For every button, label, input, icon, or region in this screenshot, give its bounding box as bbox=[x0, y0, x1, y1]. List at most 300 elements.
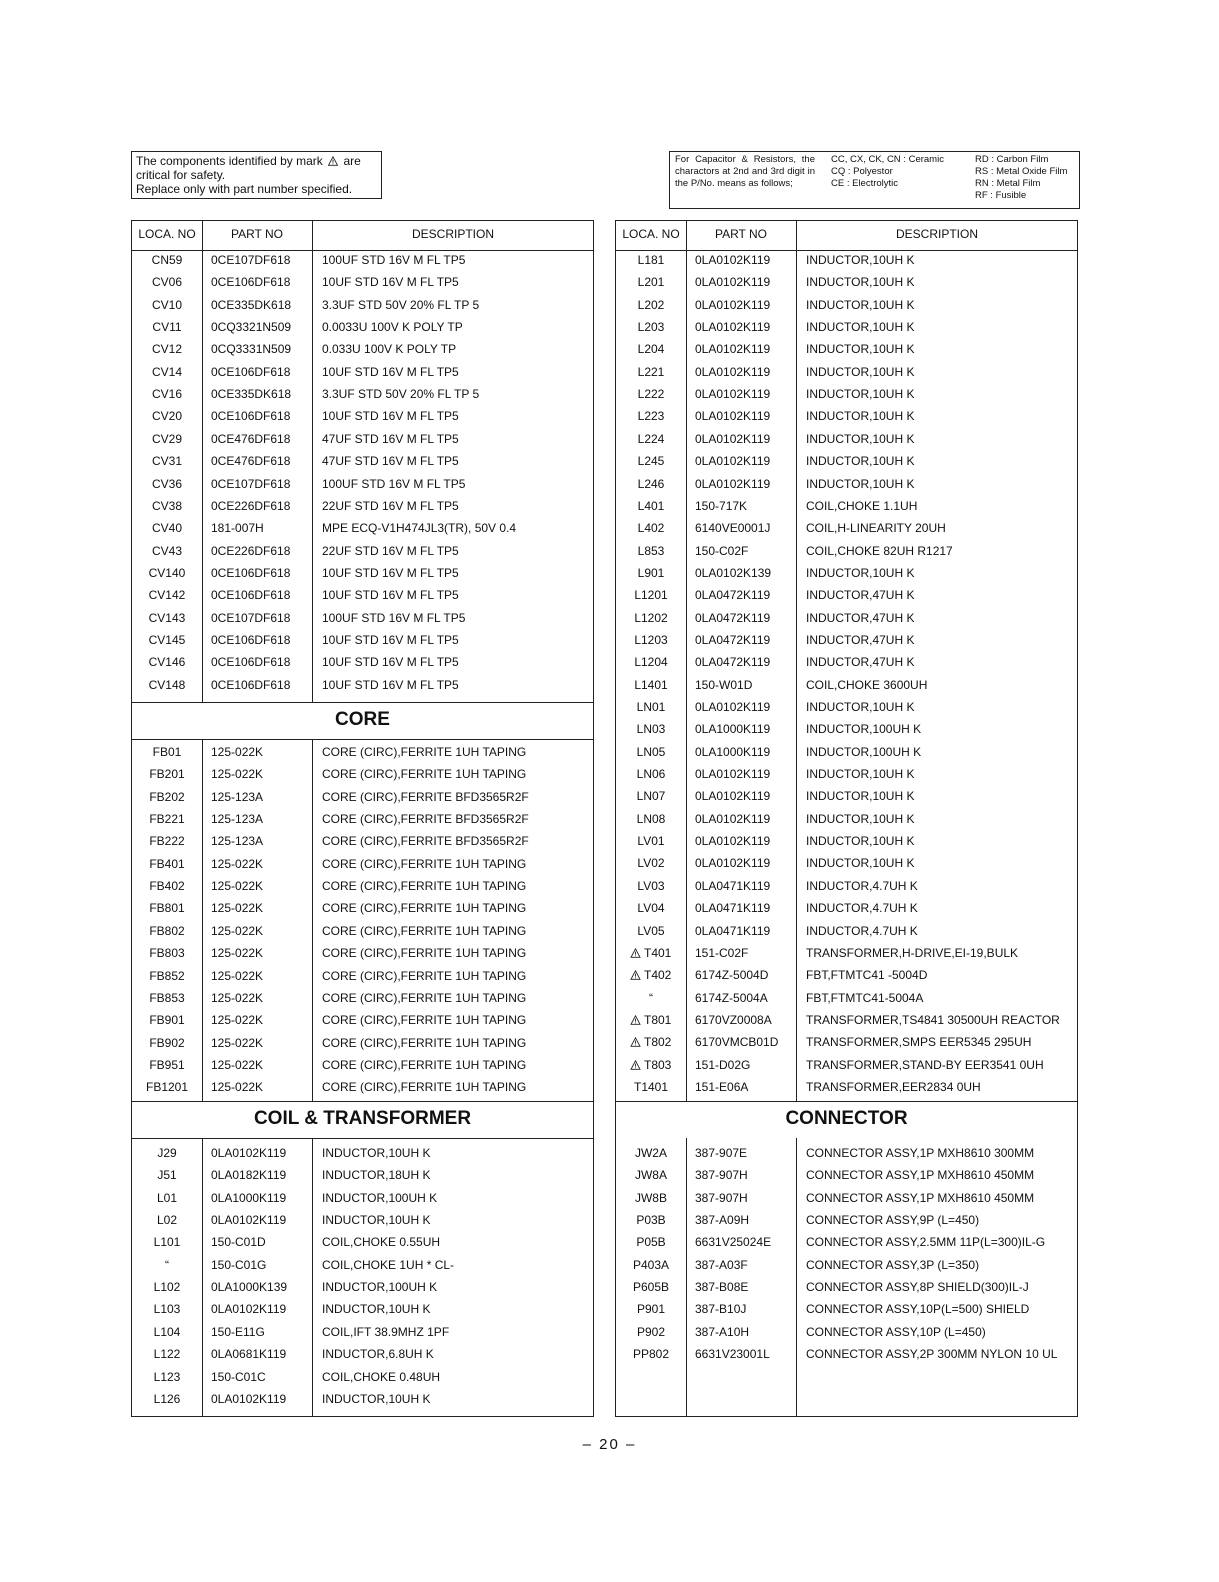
part-no-cell: 387-B08E bbox=[695, 1280, 749, 1295]
table-row bbox=[132, 517, 593, 539]
table-row bbox=[132, 651, 593, 673]
table-row bbox=[616, 383, 1077, 405]
description-cell: INDUCTOR,10UH K bbox=[806, 253, 915, 267]
part-no-cell: 0CE476DF618 bbox=[211, 431, 291, 446]
table-row bbox=[616, 473, 1077, 495]
table-row bbox=[132, 674, 593, 696]
description-cell: CORE (CIRC),FERRITE 1UH TAPING bbox=[322, 856, 527, 871]
loca-no-cell: CV145 bbox=[148, 632, 186, 647]
description-cell: TRANSFORMER,TS4841 30500UH REACTOR bbox=[806, 1012, 1060, 1027]
loca-no-cell: FB801 bbox=[149, 901, 185, 916]
loca-no-cell: LN05 bbox=[636, 744, 666, 759]
table-row bbox=[132, 361, 593, 383]
part-no-cell: 0LA0102K119 bbox=[211, 1391, 287, 1406]
table-row bbox=[132, 1276, 593, 1298]
description-cell: CORE (CIRC),FERRITE 1UH TAPING bbox=[322, 1080, 527, 1095]
part-no-cell: 0LA1000K139 bbox=[211, 1280, 288, 1295]
table-row bbox=[132, 1321, 593, 1343]
loca-no-cell: LV03 bbox=[637, 878, 665, 893]
part-no-cell: 0LA0102K119 bbox=[695, 789, 771, 804]
part-no-cell: 0CE335DK618 bbox=[211, 297, 292, 312]
loca-no-cell: LN08 bbox=[636, 811, 666, 826]
table-row bbox=[132, 1187, 593, 1209]
description-cell: 100UF STD 16V M FL TP5 bbox=[322, 476, 466, 491]
legend-item: CE : Electrolytic bbox=[831, 178, 899, 189]
loca-no-cell: P05B bbox=[636, 1235, 666, 1250]
table-row bbox=[616, 562, 1077, 584]
part-no-cell: 125-022K bbox=[211, 1035, 264, 1050]
description-cell: CONNECTOR ASSY,1P MXH8610 450MM bbox=[806, 1190, 1035, 1205]
loca-no-cell: FB803 bbox=[149, 946, 185, 961]
description-cell: INDUCTOR,18UH K bbox=[322, 1168, 431, 1183]
part-no-cell: 150-C02F bbox=[695, 543, 749, 558]
part-no-cell: 125-022K bbox=[211, 856, 264, 871]
part-no-cell: 0LA0102K119 bbox=[695, 342, 771, 357]
loca-no-cell: CV06 bbox=[151, 275, 183, 290]
part-no-cell: 387-907H bbox=[695, 1190, 748, 1205]
table-row bbox=[132, 1209, 593, 1231]
description-cell: CORE (CIRC),FERRITE 1UH TAPING bbox=[322, 946, 527, 961]
table-row bbox=[616, 852, 1077, 874]
part-no-cell: 0LA0471K119 bbox=[695, 878, 771, 893]
loca-no-cell: CV142 bbox=[148, 588, 186, 603]
legend-item: RF : Fusible bbox=[975, 190, 1027, 201]
part-no-cell: 150-C01G bbox=[211, 1257, 267, 1272]
description-cell: INDUCTOR,100UH K bbox=[322, 1190, 438, 1205]
description-cell: INDUCTOR,10UH K bbox=[806, 454, 915, 469]
table-row bbox=[132, 1032, 593, 1054]
part-no-cell: 0CE106DF618 bbox=[211, 409, 291, 424]
loca-no-cell: J51 bbox=[157, 1168, 177, 1183]
loca-no-cell: FB802 bbox=[149, 923, 185, 938]
section-heading-connector: CONNECTOR bbox=[616, 1101, 1077, 1138]
loca-no-cell: L222 bbox=[637, 387, 665, 402]
safety-line-1 bbox=[136, 154, 381, 168]
part-no-cell: 125-022K bbox=[211, 923, 264, 938]
part-no-cell: 150-W01D bbox=[695, 677, 753, 692]
part-no-cell: 0CE106DF618 bbox=[211, 364, 291, 379]
part-no-cell: 0LA0182K119 bbox=[211, 1168, 287, 1183]
loca-no-cell: CV143 bbox=[148, 610, 186, 625]
description-cell: 0.0033U 100V K POLY TP bbox=[322, 320, 463, 335]
table-row bbox=[132, 428, 593, 450]
table-row bbox=[616, 338, 1077, 360]
table-row bbox=[132, 562, 593, 584]
description-cell: INDUCTOR,47UH K bbox=[806, 632, 915, 647]
loca-no-cell: L104 bbox=[153, 1324, 181, 1339]
table-row bbox=[132, 1054, 593, 1076]
loca-no-cell: CV40 bbox=[151, 521, 183, 536]
table-row bbox=[132, 629, 593, 651]
loca-no-cell: CV36 bbox=[151, 476, 183, 491]
loca-no-cell: L01 bbox=[156, 1190, 178, 1205]
table-row bbox=[616, 875, 1077, 897]
loca-no-cell: CV29 bbox=[151, 431, 183, 446]
part-no-cell: 0LA0102K139 bbox=[695, 565, 772, 580]
table-row bbox=[616, 741, 1077, 763]
description-cell: CORE (CIRC),FERRITE 1UH TAPING bbox=[322, 1035, 527, 1050]
part-no-cell: 387-A03F bbox=[695, 1257, 748, 1272]
loca-no-cell: CV12 bbox=[151, 342, 183, 357]
part-no-cell: 125-022K bbox=[211, 1057, 264, 1072]
table-row bbox=[132, 741, 593, 763]
loca-no-cell: CV38 bbox=[151, 498, 183, 513]
description-cell: CORE (CIRC),FERRITE 1UH TAPING bbox=[322, 1013, 527, 1028]
description-cell: 47UF STD 16V M FL TP5 bbox=[322, 431, 459, 446]
loca-no-cell: LV04 bbox=[637, 901, 665, 916]
part-no-cell: 0LA0681K119 bbox=[211, 1347, 287, 1362]
part-code-legend bbox=[669, 151, 1080, 209]
description-cell: INDUCTOR,47UH K bbox=[806, 610, 915, 625]
loca-no-cell: L223 bbox=[637, 409, 665, 424]
description-cell: FBT,FTMTC41-5004A bbox=[806, 990, 924, 1005]
table-row bbox=[132, 830, 593, 852]
part-no-cell: 0LA0102K119 bbox=[695, 767, 771, 782]
table-row bbox=[616, 1209, 1077, 1231]
table-row bbox=[132, 294, 593, 316]
part-no-cell: 0CE106DF618 bbox=[211, 677, 291, 692]
part-no-cell: 0LA0472K119 bbox=[695, 610, 771, 625]
part-no-cell: 0CE476DF618 bbox=[211, 454, 291, 469]
table-row bbox=[616, 942, 1077, 964]
description-cell: INDUCTOR,10UH K bbox=[806, 811, 915, 826]
part-no-cell: 0LA0471K119 bbox=[695, 901, 771, 916]
description-cell: INDUCTOR,10UH K bbox=[806, 387, 915, 402]
description-cell: CORE (CIRC),FERRITE 1UH TAPING bbox=[322, 745, 527, 759]
description-cell: TRANSFORMER,SMPS EER5345 295UH bbox=[806, 1035, 1032, 1050]
legend-item: RN : Metal Film bbox=[975, 178, 1041, 189]
part-no-cell: 0LA0102K119 bbox=[695, 253, 771, 267]
table-row bbox=[132, 808, 593, 830]
loca-no-cell: FB951 bbox=[149, 1057, 185, 1072]
table-row bbox=[616, 808, 1077, 830]
loca-no-cell: FB853 bbox=[149, 990, 185, 1005]
table-row bbox=[616, 584, 1077, 606]
part-no-cell: 0CE106DF618 bbox=[211, 275, 291, 290]
loca-no-cell: FB201 bbox=[149, 767, 185, 782]
loca-no-cell: L02 bbox=[156, 1213, 178, 1228]
description-cell: CORE (CIRC),FERRITE BFD3565R2F bbox=[322, 834, 529, 849]
header-description: DESCRIPTION bbox=[411, 227, 494, 241]
loca-no-cell: FB402 bbox=[149, 879, 185, 894]
part-no-cell: 125-123A bbox=[211, 834, 264, 849]
part-no-cell: 181-007H bbox=[211, 521, 264, 536]
description-cell: INDUCTOR,10UH K bbox=[806, 275, 915, 290]
description-cell: INDUCTOR,4.7UH K bbox=[806, 923, 918, 938]
legend-item: RD : Carbon Film bbox=[975, 154, 1049, 165]
table-row bbox=[132, 1009, 593, 1031]
loca-no-cell: LV01 bbox=[637, 834, 665, 849]
description-cell: 10UF STD 16V M FL TP5 bbox=[322, 677, 459, 692]
legend-intro: For Capacitor & Resistors, the charactors at 2nd and 3rd digit in the P/No. means as follows; bbox=[675, 154, 815, 189]
loca-no bbox=[630, 1054, 671, 1076]
part-no-cell: 125-022K bbox=[211, 767, 264, 782]
part-no-cell: 0CE106DF618 bbox=[211, 588, 291, 603]
description-cell: INDUCTOR,10UH K bbox=[322, 1391, 431, 1406]
table-row bbox=[616, 405, 1077, 427]
description-cell: INDUCTOR,10UH K bbox=[806, 364, 915, 379]
description-cell: CONNECTOR ASSY,2P 300MM NYLON 10 UL bbox=[806, 1347, 1058, 1362]
description-cell: CONNECTOR ASSY,10P (L=450) bbox=[806, 1324, 986, 1339]
loca-no-cell: L1401 bbox=[634, 677, 668, 692]
loca-no-cell: L202 bbox=[637, 297, 665, 312]
safety-line-1a: The components identified by mark bbox=[136, 154, 323, 168]
part-no-cell: 0LA0102K119 bbox=[695, 834, 771, 849]
description-cell: CORE (CIRC),FERRITE 1UH TAPING bbox=[322, 923, 527, 938]
loca-no-cell: PP802 bbox=[632, 1347, 670, 1362]
part-no-cell: 0LA0472K119 bbox=[695, 655, 771, 670]
loca-no-cell: L123 bbox=[153, 1369, 181, 1384]
description-cell: CONNECTOR ASSY,9P (L=450) bbox=[806, 1213, 980, 1228]
table-row bbox=[132, 540, 593, 562]
table-row bbox=[616, 495, 1077, 517]
description-cell: TRANSFORMER,STAND-BY EER3541 0UH bbox=[806, 1057, 1044, 1072]
loca-no-cell: CV16 bbox=[151, 387, 183, 402]
part-no-cell: 0CE106DF618 bbox=[211, 565, 291, 580]
description-cell: INDUCTOR,47UH K bbox=[806, 588, 915, 603]
description-cell: FBT,FTMTC41 -5004D bbox=[806, 968, 928, 983]
description-cell: INDUCTOR,6.8UH K bbox=[322, 1347, 434, 1362]
warning-triangle-icon bbox=[328, 156, 338, 166]
description-cell: COIL,IFT 38.9MHZ 1PF bbox=[322, 1324, 450, 1339]
table-row bbox=[616, 674, 1077, 696]
parts-table-left bbox=[131, 220, 594, 1417]
loca-no-cell: FB902 bbox=[149, 1035, 185, 1050]
legend-item: RS : Metal Oxide Film bbox=[975, 166, 1068, 177]
part-no-cell: 151-D02G bbox=[695, 1057, 751, 1072]
table-row bbox=[616, 1031, 1077, 1053]
table-row bbox=[132, 1343, 593, 1365]
description-cell: INDUCTOR,4.7UH K bbox=[806, 901, 918, 916]
table-row bbox=[616, 964, 1077, 986]
description-cell: 3.3UF STD 50V 20% FL TP 5 bbox=[322, 387, 480, 402]
warning-triangle-icon bbox=[630, 948, 641, 958]
table-row bbox=[616, 718, 1077, 740]
description-cell: 10UF STD 16V M FL TP5 bbox=[322, 364, 459, 379]
part-no-cell: 0LA0102K119 bbox=[695, 275, 771, 290]
table-row bbox=[132, 338, 593, 360]
loca-no-cell: LN07 bbox=[636, 789, 666, 804]
part-no-cell: 125-123A bbox=[211, 812, 264, 827]
description-cell: INDUCTOR,10UH K bbox=[806, 834, 915, 849]
safety-note bbox=[131, 151, 382, 199]
table-row bbox=[132, 942, 593, 964]
table-row bbox=[616, 607, 1077, 629]
table-row bbox=[616, 1142, 1077, 1164]
table-row bbox=[132, 965, 593, 987]
table-row bbox=[132, 450, 593, 472]
part-no-cell: 0LA1000K119 bbox=[695, 722, 771, 737]
part-no-cell: 0CE106DF618 bbox=[211, 655, 291, 670]
part-no-cell: 0CE335DK618 bbox=[211, 387, 292, 402]
table-row bbox=[132, 249, 593, 271]
description-cell: 100UF STD 16V M FL TP5 bbox=[322, 610, 466, 625]
description-cell: INDUCTOR,10UH K bbox=[322, 1146, 431, 1160]
table-row bbox=[132, 1254, 593, 1276]
part-no-cell: 0LA0102K119 bbox=[695, 700, 771, 714]
loca-no-cell: CV43 bbox=[151, 543, 183, 558]
part-no-cell: 0CE107DF618 bbox=[211, 610, 291, 625]
table-row bbox=[616, 763, 1077, 785]
description-cell: CORE (CIRC),FERRITE 1UH TAPING bbox=[322, 968, 527, 983]
table-row bbox=[132, 1076, 593, 1098]
table-row bbox=[616, 271, 1077, 293]
loca-no-cell: L204 bbox=[637, 342, 665, 357]
loca-no-cell: L224 bbox=[637, 431, 665, 446]
table-row bbox=[132, 897, 593, 919]
part-no-cell: 0LA0102K119 bbox=[695, 431, 771, 446]
table-row bbox=[616, 517, 1077, 539]
table-row bbox=[616, 294, 1077, 316]
table-row bbox=[616, 540, 1077, 562]
part-no-cell: 6170VZ0008A bbox=[695, 1012, 772, 1027]
part-no-cell: 0LA1000K119 bbox=[211, 1190, 287, 1205]
part-no-cell: 387-A10H bbox=[695, 1324, 750, 1339]
description-cell: TRANSFORMER,H-DRIVE,EI-19,BULK bbox=[806, 945, 1019, 960]
description-cell: INDUCTOR,47UH K bbox=[806, 655, 915, 670]
description-cell: CORE (CIRC),FERRITE 1UH TAPING bbox=[322, 879, 527, 894]
description-cell: 10UF STD 16V M FL TP5 bbox=[322, 409, 459, 424]
loca-no-cell: LV05 bbox=[637, 923, 665, 938]
part-no-cell: 125-022K bbox=[211, 879, 264, 894]
header-loca-no: LOCA. NO bbox=[622, 227, 680, 241]
description-cell: INDUCTOR,10UH K bbox=[806, 700, 915, 714]
loca-no-cell: L401 bbox=[637, 498, 665, 513]
loca-no-cell: FB221 bbox=[149, 812, 185, 827]
description-cell: INDUCTOR,4.7UH K bbox=[806, 878, 918, 893]
table-row bbox=[132, 1164, 593, 1186]
loca-no-cell: FB852 bbox=[149, 968, 185, 983]
parts-table-right bbox=[615, 220, 1078, 1417]
loca-no-cell: CV11 bbox=[152, 320, 182, 335]
table-row bbox=[616, 1254, 1077, 1276]
warning-triangle-icon bbox=[630, 1015, 641, 1025]
loca-no bbox=[630, 1031, 671, 1053]
table-row bbox=[616, 830, 1077, 852]
loca-no-cell: T801 bbox=[644, 1012, 672, 1027]
description-cell: INDUCTOR,100UH K bbox=[322, 1280, 438, 1295]
table-row bbox=[616, 696, 1077, 718]
part-no-cell: 6140VE0001J bbox=[695, 521, 771, 536]
table-row bbox=[132, 495, 593, 517]
loca-no-cell: T1401 bbox=[633, 1079, 669, 1094]
table-row bbox=[616, 1009, 1077, 1031]
description-cell: CORE (CIRC),FERRITE 1UH TAPING bbox=[322, 767, 527, 782]
table-row bbox=[616, 1231, 1077, 1253]
table-row bbox=[132, 607, 593, 629]
part-no-cell: 150-C01D bbox=[211, 1235, 266, 1250]
table-row bbox=[616, 1187, 1077, 1209]
part-no-cell: 125-022K bbox=[211, 946, 264, 961]
table-row bbox=[616, 629, 1077, 651]
part-no-cell: 0LA0102K119 bbox=[695, 320, 771, 335]
description-cell: 22UF STD 16V M FL TP5 bbox=[322, 498, 459, 513]
description-cell: COIL,CHOKE 82UH R1217 bbox=[806, 543, 953, 558]
safety-line-3: Replace only with part number specified. bbox=[136, 182, 353, 196]
part-no-cell: 125-123A bbox=[211, 789, 264, 804]
loca-no-cell: CV20 bbox=[151, 409, 183, 424]
part-no-cell: 125-022K bbox=[211, 745, 264, 759]
part-no-cell: 0CE107DF618 bbox=[211, 476, 291, 491]
part-no-cell: 0CE226DF618 bbox=[211, 498, 291, 513]
description-cell: INDUCTOR,100UH K bbox=[806, 744, 922, 759]
table-row bbox=[132, 383, 593, 405]
part-no-cell: 0LA0102K119 bbox=[695, 454, 771, 469]
description-cell: CONNECTOR ASSY,1P MXH8610 300MM bbox=[806, 1146, 1035, 1160]
table-row bbox=[616, 1343, 1077, 1365]
table-row bbox=[132, 1142, 593, 1164]
table-row bbox=[132, 1366, 593, 1388]
loca-no-cell: LN01 bbox=[636, 700, 666, 714]
legend-resistor-codes bbox=[975, 154, 1080, 202]
table-row bbox=[132, 1388, 593, 1410]
table-row bbox=[616, 249, 1077, 271]
part-no-cell: 0LA0102K119 bbox=[211, 1213, 287, 1228]
loca-no-cell: FB01 bbox=[152, 745, 182, 759]
table-row bbox=[132, 271, 593, 293]
part-no-cell: 0LA0102K119 bbox=[695, 297, 771, 312]
table-row bbox=[616, 1321, 1077, 1343]
part-no-cell: 0LA0102K119 bbox=[211, 1146, 287, 1160]
table-row bbox=[616, 651, 1077, 673]
description-cell: 3.3UF STD 50V 20% FL TP 5 bbox=[322, 297, 480, 312]
table-row bbox=[132, 584, 593, 606]
part-no-cell: 150-E11G bbox=[211, 1324, 265, 1339]
description-cell: INDUCTOR,10UH K bbox=[322, 1302, 431, 1317]
loca-no-cell: CV10 bbox=[151, 297, 183, 312]
description-cell: MPE ECQ-V1H474JL3(TR), 50V 0.4 bbox=[322, 521, 517, 536]
table-row bbox=[132, 786, 593, 808]
part-no-cell: 150-C01C bbox=[211, 1369, 266, 1384]
loca-no-cell: CV14 bbox=[151, 364, 183, 379]
loca-no-cell: JW2A bbox=[634, 1146, 667, 1160]
loca-no-cell: LN06 bbox=[636, 767, 666, 782]
table-row bbox=[616, 1054, 1077, 1076]
loca-no-cell: CN59 bbox=[151, 253, 183, 267]
part-no-cell: 387-907H bbox=[695, 1168, 748, 1183]
loca-no-cell: L102 bbox=[153, 1280, 181, 1295]
part-no-cell: 0CE107DF618 bbox=[211, 253, 291, 267]
part-no-cell: 6631V23001L bbox=[695, 1347, 770, 1362]
table-row bbox=[132, 853, 593, 875]
part-no-cell: 0LA0102K119 bbox=[695, 811, 771, 826]
description-cell: COIL,H-LINEARITY 20UH bbox=[806, 521, 946, 536]
table-row bbox=[616, 428, 1077, 450]
description-cell: CORE (CIRC),FERRITE 1UH TAPING bbox=[322, 990, 527, 1005]
part-no-cell: 125-022K bbox=[211, 901, 264, 916]
description-cell: INDUCTOR,10UH K bbox=[806, 767, 915, 782]
part-no-cell: 125-022K bbox=[211, 1013, 264, 1028]
description-cell: INDUCTOR,10UH K bbox=[806, 476, 915, 491]
loca-no bbox=[630, 1009, 671, 1031]
table-row bbox=[132, 405, 593, 427]
loca-no-cell: L1204 bbox=[634, 655, 668, 670]
table-row bbox=[616, 987, 1077, 1009]
part-no-cell: 0LA0102K119 bbox=[695, 856, 771, 871]
loca-no-cell: L1201 bbox=[634, 588, 668, 603]
description-cell: INDUCTOR,10UH K bbox=[806, 297, 915, 312]
description-cell: COIL,CHOKE 1.1UH bbox=[806, 498, 918, 513]
part-no-cell: 0LA0102K119 bbox=[695, 387, 771, 402]
description-cell: 100UF STD 16V M FL TP5 bbox=[322, 253, 466, 267]
loca-no-cell: L203 bbox=[637, 320, 665, 335]
table-row bbox=[132, 763, 593, 785]
part-no-cell: 125-022K bbox=[211, 990, 264, 1005]
table-row bbox=[616, 920, 1077, 942]
part-no-cell: 0CQ3321N509 bbox=[211, 320, 292, 335]
loca-no-cell: CV146 bbox=[148, 655, 186, 670]
loca-no-cell: P605B bbox=[632, 1280, 670, 1295]
